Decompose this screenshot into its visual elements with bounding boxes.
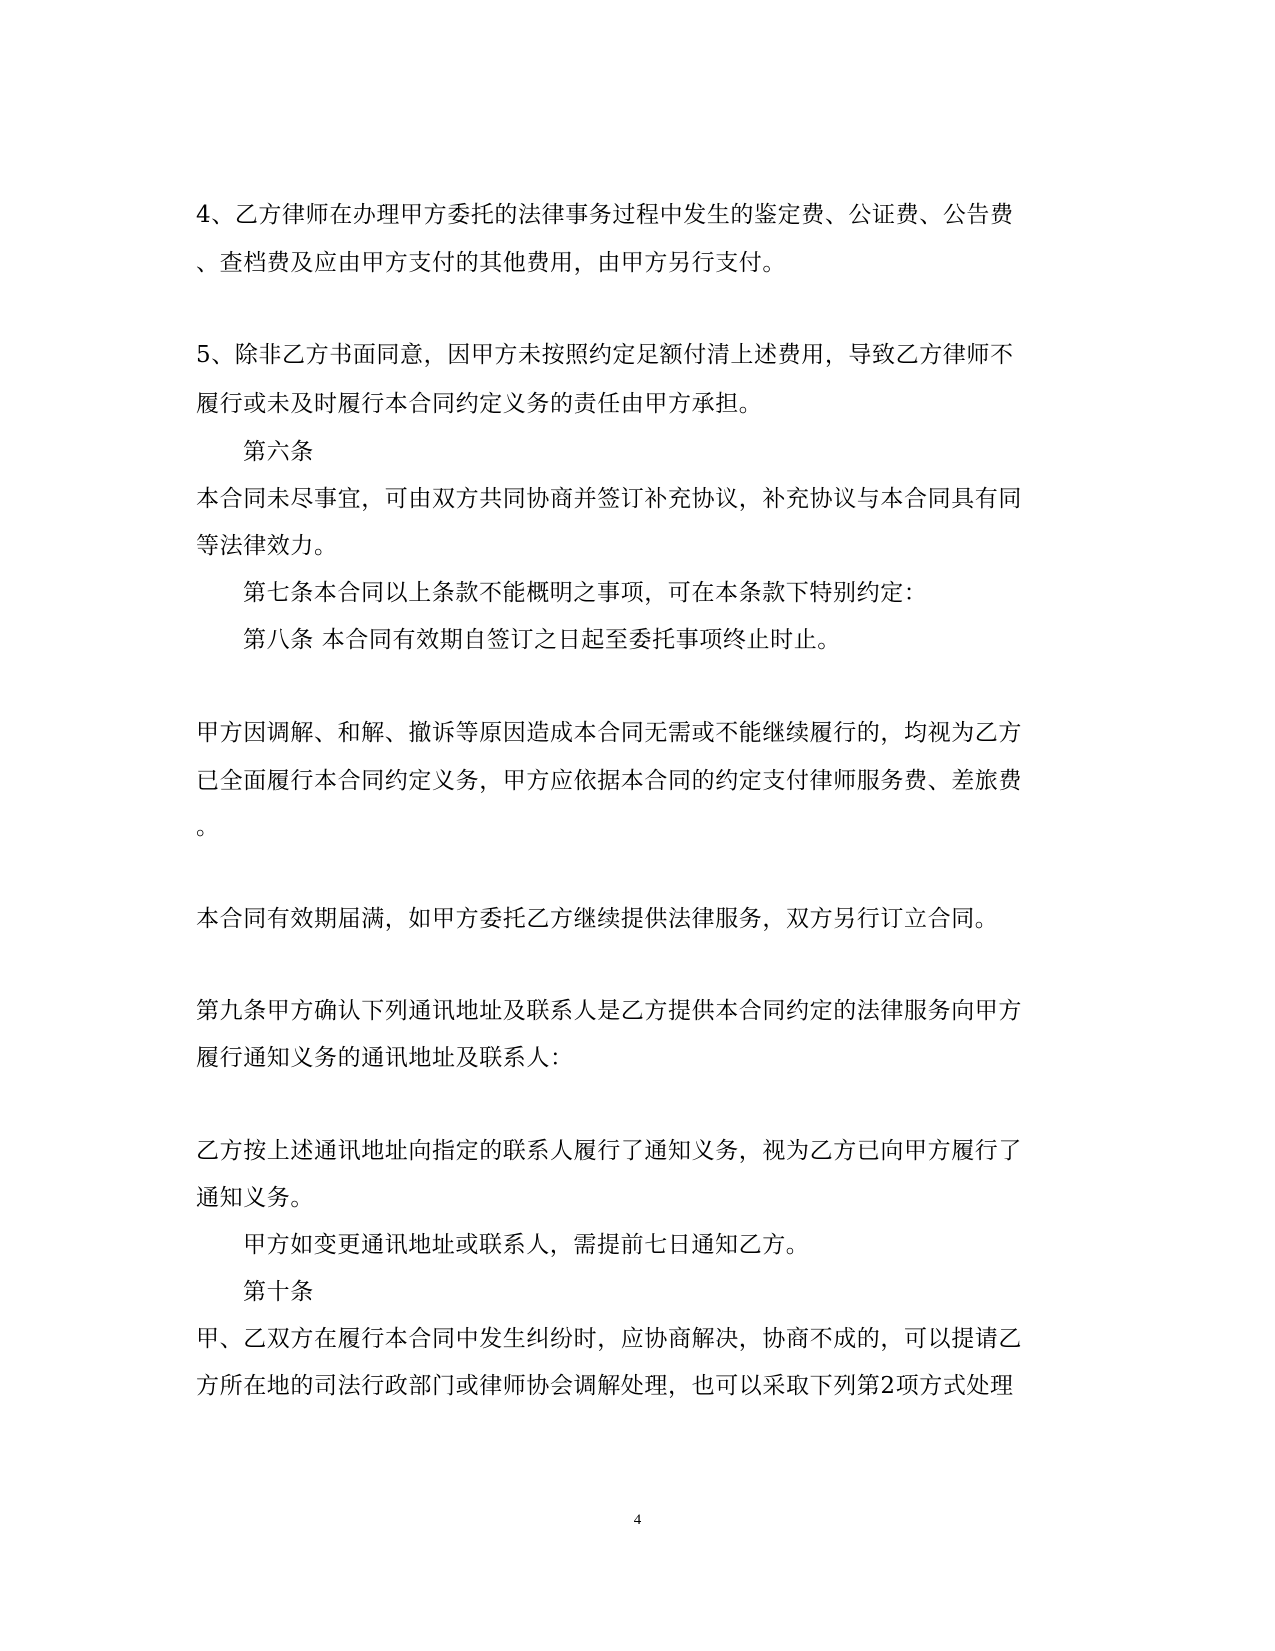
text-line: 4、乙方律师在办理甲方委托的法律事务过程中发生的鉴定费、公证费、公告费 [196, 202, 1014, 228]
text-line: 履行或未及时履行本合同约定义务的责任由甲方承担。 [196, 391, 763, 417]
text-line: 乙方按上述通讯地址向指定的联系人履行了通知义务，视为乙方已向甲方履行了 [196, 1138, 1022, 1164]
text-line: 甲方因调解、和解、撤诉等原因造成本合同无需或不能继续履行的，均视为乙方 [196, 720, 1022, 746]
page-number: 4 [633, 1512, 642, 1528]
text-line: 甲、乙双方在履行本合同中发生纠纷时，应协商解决，协商不成的，可以提请乙 [196, 1326, 1022, 1352]
text-line: 。 [196, 814, 220, 840]
section-heading: 第六条 [243, 439, 314, 465]
text-line: 方所在地的司法行政部门或律师协会调解处理，也可以采取下列第2项方式处理 [196, 1373, 1014, 1399]
text-line: 第七条本合同以上条款不能概明之事项，可在本条款下特别约定： [243, 580, 928, 606]
section-heading: 第十条 [243, 1279, 314, 1305]
text-line: 甲方如变更通讯地址或联系人，需提前七日通知乙方。 [243, 1232, 810, 1258]
text-line: 第九条甲方确认下列通讯地址及联系人是乙方提供本合同约定的法律服务向甲方 [196, 998, 1022, 1024]
text-line: 5、除非乙方书面同意，因甲方未按照约定足额付清上述费用，导致乙方律师不 [196, 342, 1014, 368]
text-line: 第八条 本合同有效期自签订之日起至委托事项终止时止。 [243, 627, 841, 653]
text-line: 已全面履行本合同约定义务，甲方应依据本合同的约定支付律师服务费、差旅费 [196, 768, 1022, 794]
text-line: 等法律效力。 [196, 533, 338, 559]
text-line: 、查档费及应由甲方支付的其他费用，由甲方另行支付。 [196, 250, 786, 276]
text-line: 履行通知义务的通讯地址及联系人： [196, 1045, 574, 1071]
text-line: 通知义务。 [196, 1185, 314, 1211]
text-line: 本合同未尽事宜，可由双方共同协商并签订补充协议，补充协议与本合同具有同 [196, 486, 1022, 512]
text-line: 本合同有效期届满，如甲方委托乙方继续提供法律服务，双方另行订立合同。 [196, 906, 999, 932]
